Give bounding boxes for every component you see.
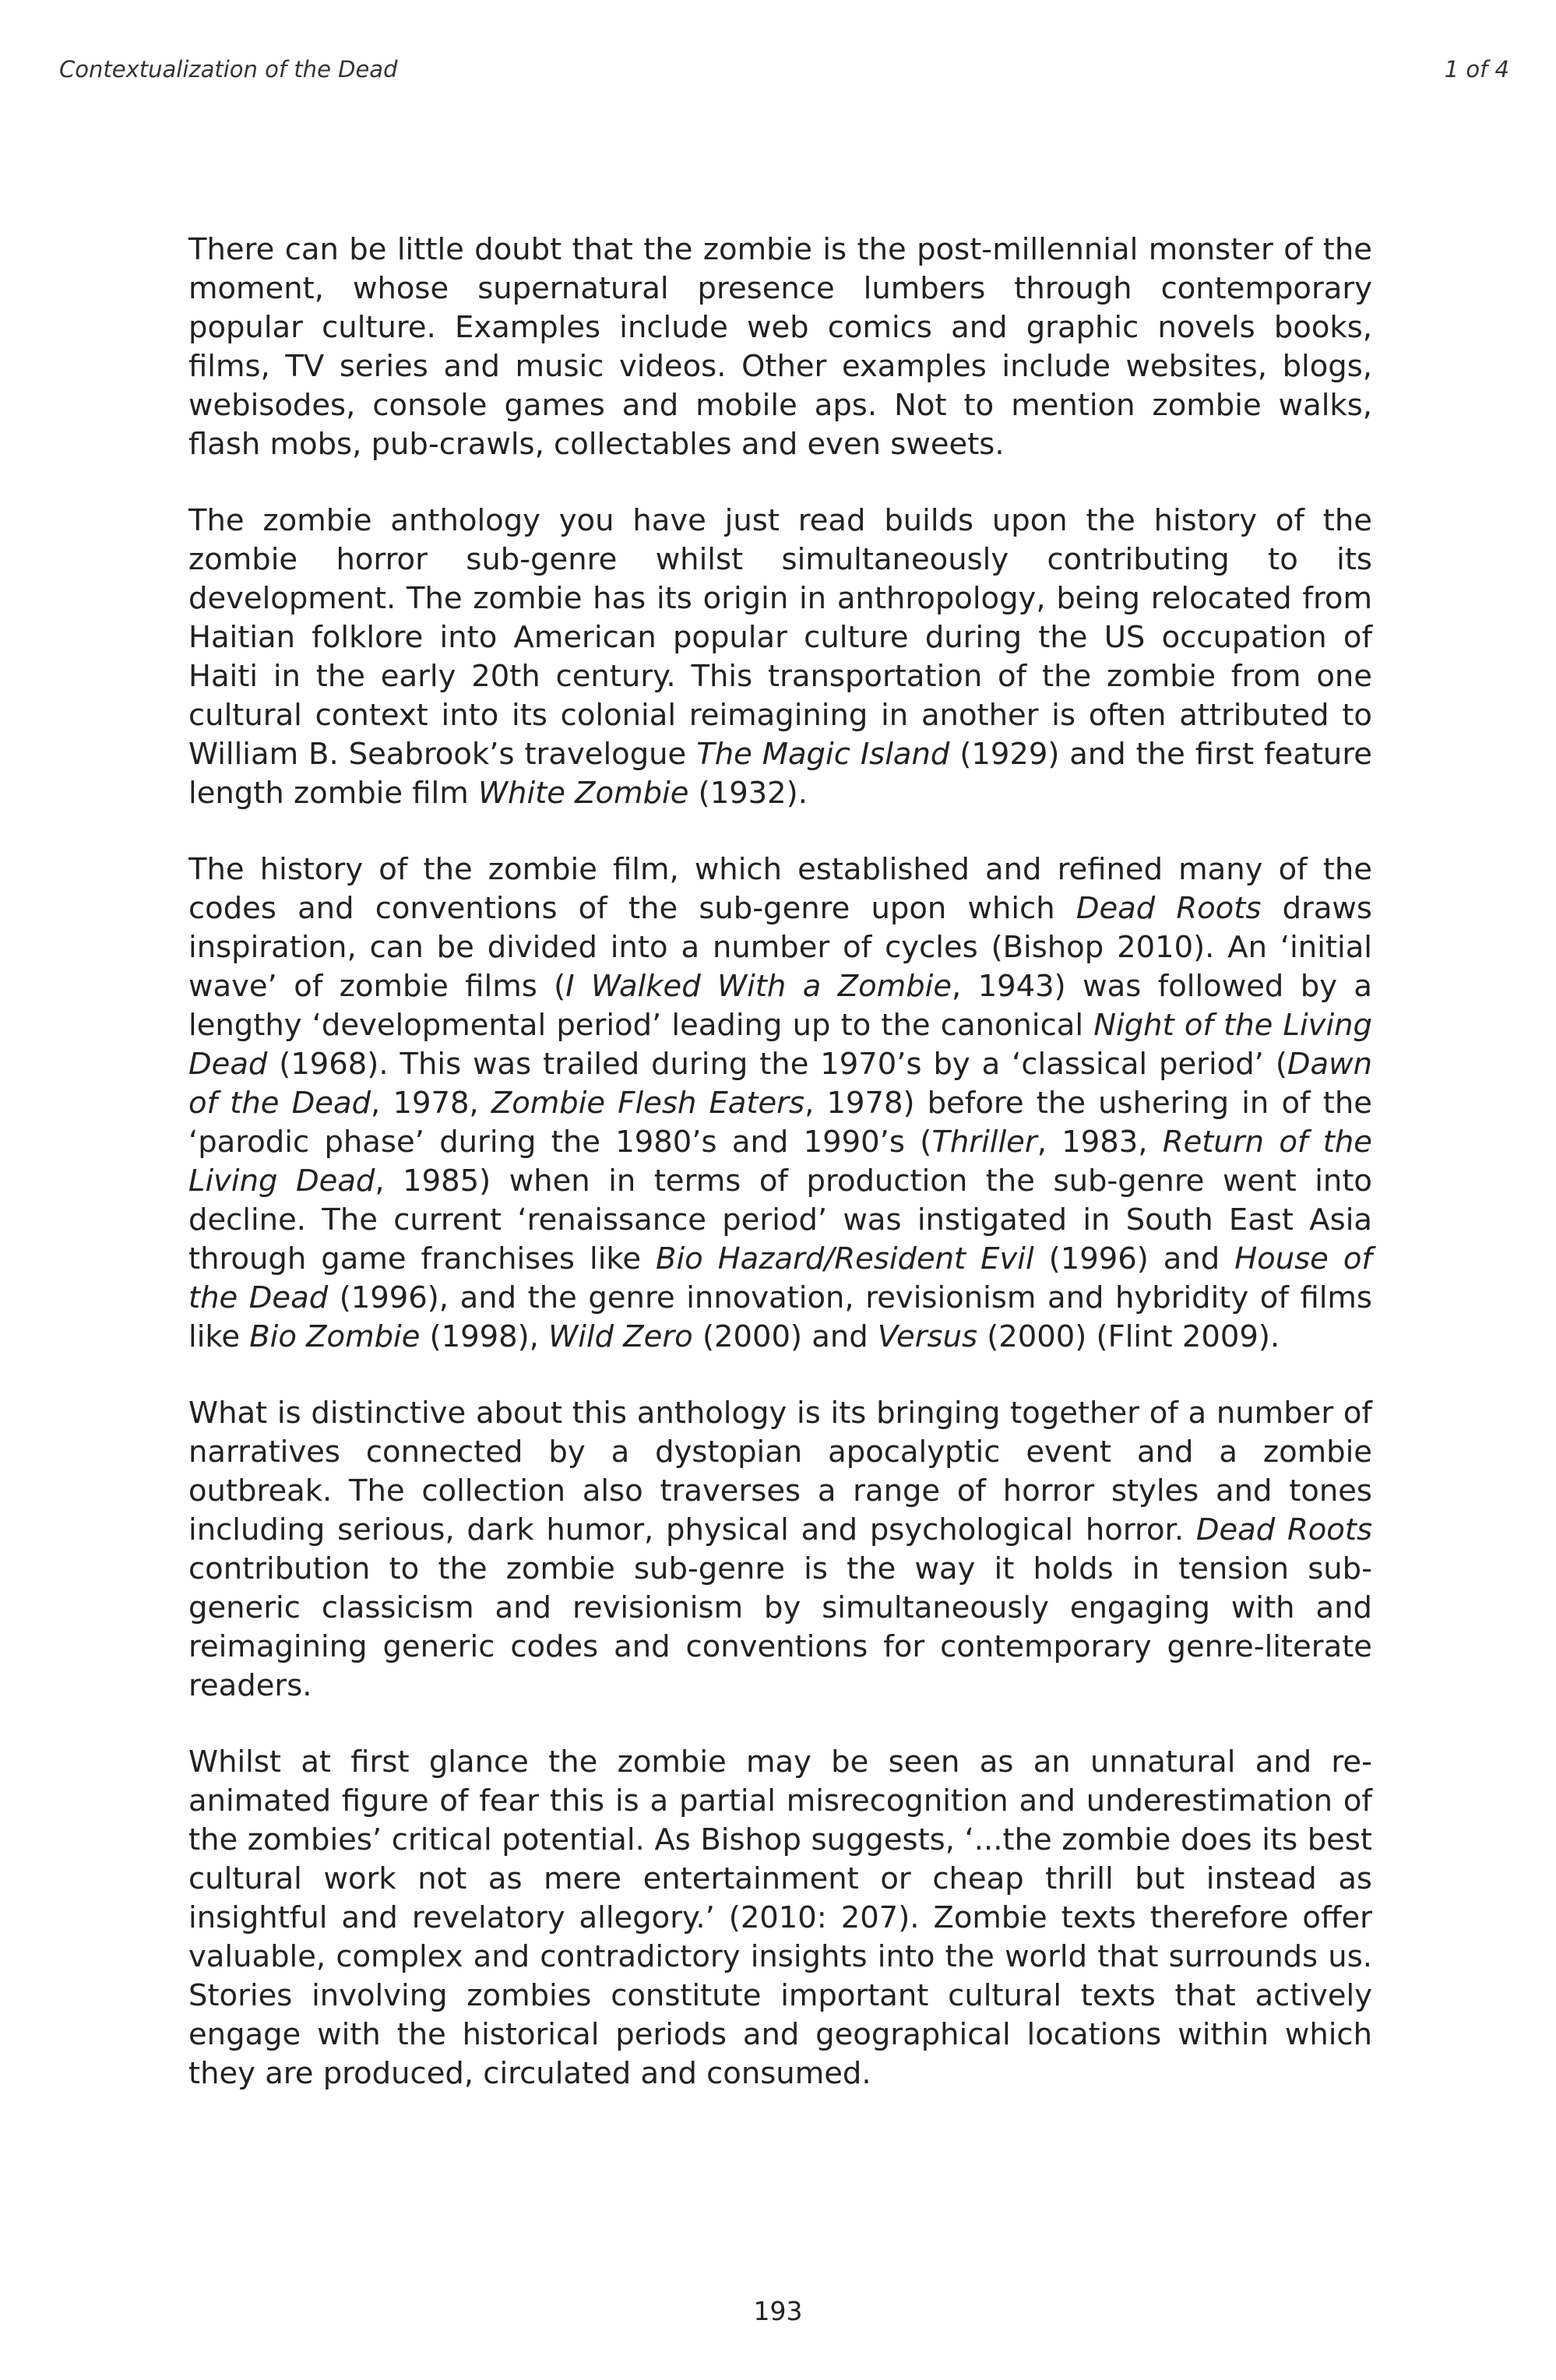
text-run: draws inspiration, can be divided into a number of cycles (Bishop 2010). An ‘initial wave’ of zombie films ( — [188, 891, 1372, 1004]
italic-title: Dawn of the Dead — [188, 1047, 1372, 1121]
italic-title: Return of the Living Dead — [188, 1125, 1372, 1199]
italic-title: White Zombie — [477, 776, 689, 811]
italic-title: I Walked With a Zombie — [565, 969, 952, 1004]
italic-title: Zombie Flesh Eaters — [491, 1086, 805, 1121]
text-run: , 1983, — [1037, 1125, 1163, 1160]
text-run: (1968). This was trailed during the 1970’s by a ‘classical period’ ( — [267, 1047, 1287, 1082]
text-run: The history of the zombie film, which established and refined many of the codes and conventions of the sub-genre upon which — [188, 852, 1372, 926]
text-run: (1996) and — [1033, 1241, 1235, 1276]
page-indicator: 1 of 4 — [1444, 56, 1509, 83]
text-run: , 1978) before the ushering in of the ‘parodic phase’ during the 1980’s and 1990’s ( — [188, 1086, 1372, 1160]
text-run: contribution to the zombie sub-genre is the way it holds in tension sub-generic classicism and revisionism by simultaneously engaging with and reimagining generic codes and conventions for contemporary genre-literate readers. — [188, 1551, 1372, 1703]
italic-title: Thriller — [931, 1125, 1037, 1160]
paragraph-2 — [188, 502, 1372, 813]
text-run: (1932). — [688, 776, 808, 811]
text-run: What is distinctive about this anthology is its bringing together of a number of narratives connected by a dystopian apocalyptic event and a zombie outbreak. The collection also traverses a range of horror styles and tones including serious, dark humor, physical and psychological horror. — [188, 1396, 1372, 1547]
text-run: There can be little doubt that the zombie is the post-millennial monster of the moment, whose supernatural presence lumbers through contemporary popular culture. Examples include web comics and graphic novels books, films, TV series and music videos. Other examples include websites, blogs, webisodes, console games and mobile aps. Not to mention zombie walks, flash mobs, pub-crawls, collectables and even sweets. — [188, 232, 1372, 462]
text-run: , 1978, — [371, 1086, 491, 1121]
text-run: (1998), — [420, 1319, 549, 1354]
italic-title: House of the Dead — [188, 1241, 1372, 1315]
paragraph-4 — [188, 1394, 1372, 1706]
italic-title: Bio Hazard/Resident Evil — [656, 1241, 1034, 1276]
italic-title: Bio Zombie — [249, 1319, 421, 1354]
paragraph-3 — [188, 850, 1372, 1357]
text-run: (2000) (Flint 2009). — [977, 1319, 1280, 1354]
paragraph-1 — [188, 231, 1372, 464]
text-run: Whilst at first glance the zombie may be seen as an unnatural and re-animated figure of fear this is a partial misrecognition and underestimation of the zombies’ critical potential. As Bishop suggests, ‘...the zombie does its best cultural work not as mere entertainment or cheap thrill but instead as insightful and revelatory allegory.’ (2010: 207). Zombie texts therefore offer valuable, complex and contradictory insights into the world that surrounds us. Stories involving zombies constitute important cultural texts that actively engage with the historical periods and geographical locations within which they are produced, circulated and consumed. — [188, 1745, 1372, 2091]
italic-title: Night of the Living Dead — [188, 1008, 1372, 1082]
text-run: (1929) and the first feature length zombie film — [188, 737, 1372, 811]
italic-title: Versus — [877, 1319, 978, 1354]
running-title: Contextualization of the Dead — [59, 56, 398, 83]
paragraph-5 — [188, 1743, 1372, 2093]
body-text — [188, 231, 1372, 2131]
text-run: The zombie anthology you have just read builds upon the history of the zombie horror sub-genre whilst simultaneously contributing to its development. The zombie has its origin in anthropology, being relocated from Haitian folklore into American popular culture during the US occupation of Haiti in the early 20th century. This transportation of the zombie from one cultural context into its colonial reimagining in another is often attributed to William B. Seabrook’s travelogue — [188, 503, 1372, 772]
text-run: , 1985) when in terms of production the sub-genre went into decline. The current ‘renaissance period’ was instigated in South East Asia through game franchises like — [188, 1164, 1372, 1276]
italic-title: The Magic Island — [696, 737, 950, 772]
text-run: (1996), and the genre innovation, revisionism and hybridity of films like — [188, 1280, 1372, 1354]
text-run: (2000) and — [692, 1319, 878, 1354]
page-number: 193 — [753, 2296, 803, 2326]
italic-title: Dead Roots — [1075, 891, 1262, 926]
text-run: , 1943) was followed by a lengthy ‘developmental period’ leading up to the canonical — [188, 969, 1372, 1043]
italic-title: Dead Roots — [1195, 1512, 1372, 1547]
italic-title: Wild Zero — [548, 1319, 693, 1354]
